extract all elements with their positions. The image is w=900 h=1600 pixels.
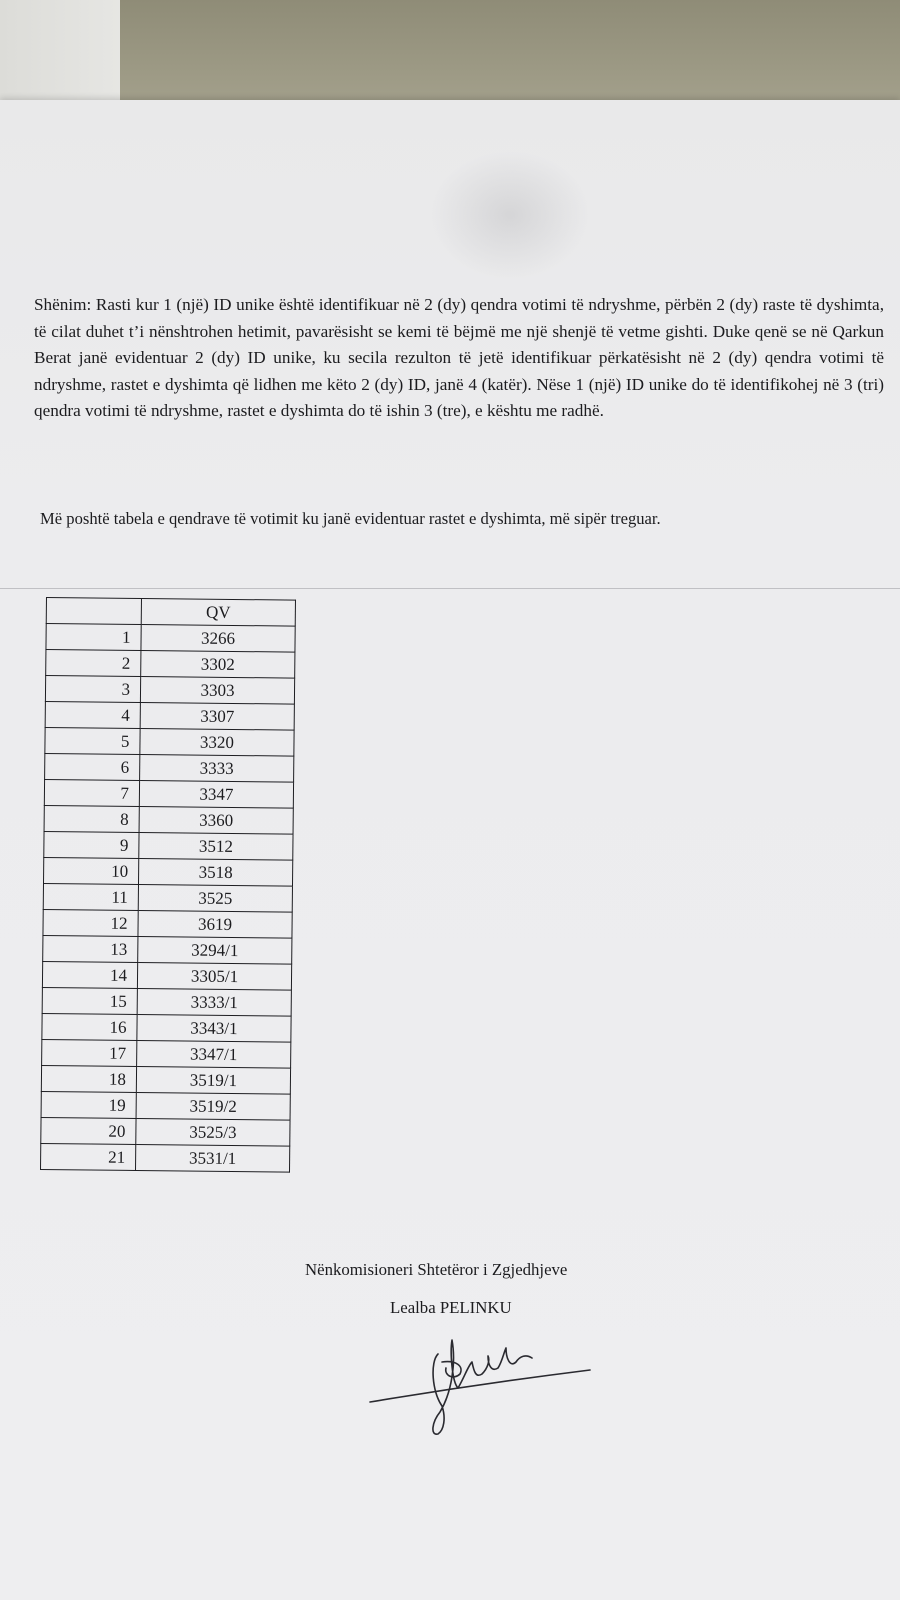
table-row — [45, 753, 294, 782]
row-qv-cell: 3294/1 — [138, 936, 292, 964]
paper-fold-line — [0, 588, 900, 589]
row-index-cell: 2 — [46, 650, 141, 677]
row-qv-cell: 3519/2 — [136, 1092, 290, 1120]
row-index-cell: 4 — [45, 701, 140, 728]
table-row — [42, 961, 291, 990]
row-qv-cell: 3302 — [141, 650, 295, 678]
table-row — [43, 909, 292, 938]
table-row — [45, 727, 294, 756]
row-qv-cell: 3518 — [138, 858, 292, 886]
row-qv-cell: 3619 — [138, 910, 292, 938]
table-row — [46, 624, 295, 653]
table-row — [43, 935, 292, 964]
row-index-cell: 3 — [45, 676, 140, 703]
table-row — [46, 650, 295, 679]
row-index-cell: 12 — [43, 909, 138, 936]
row-index-cell: 8 — [44, 805, 139, 832]
row-qv-cell: 3320 — [140, 728, 294, 756]
row-qv-cell: 3512 — [139, 832, 293, 860]
table-intro-text: Më poshtë tabela e qendrave të votimit ku janë evidentuar rastet e dyshimta, më sipër treguar. — [40, 509, 661, 528]
row-index-cell: 10 — [43, 857, 138, 884]
table-row — [43, 857, 292, 886]
table-row — [42, 1039, 291, 1068]
row-qv-cell: 3333 — [140, 754, 294, 782]
signatory-name: Lealba PELINKU — [390, 1298, 512, 1317]
row-qv-cell: 3343/1 — [137, 1014, 291, 1042]
row-index-cell: 20 — [41, 1117, 136, 1144]
paper-smudge — [430, 150, 590, 280]
signature-stroke-main — [433, 1340, 532, 1434]
table-row — [45, 676, 294, 705]
table-body — [41, 624, 296, 1173]
signatory-title: Nënkomisioneri Shtetëror i Zgjedhjeve — [305, 1260, 568, 1279]
table-row — [41, 1117, 290, 1146]
row-index-cell: 16 — [42, 1013, 137, 1040]
row-qv-cell: 3360 — [139, 806, 293, 834]
row-qv-cell: 3347 — [139, 780, 293, 808]
table-row — [45, 701, 294, 730]
row-index-cell: 19 — [41, 1091, 136, 1118]
row-qv-cell: 3333/1 — [137, 988, 291, 1016]
row-qv-cell: 3347/1 — [137, 1040, 291, 1068]
row-qv-cell: 3303 — [140, 676, 294, 704]
row-index-cell: 13 — [43, 935, 138, 962]
row-index-cell: 18 — [41, 1065, 136, 1092]
table-row — [43, 883, 292, 912]
table-header-row — [46, 598, 295, 627]
row-index-cell: 5 — [45, 727, 140, 754]
row-index-cell: 21 — [41, 1143, 136, 1170]
table-row — [41, 1091, 290, 1120]
row-index-cell: 1 — [46, 624, 141, 651]
header-qv-cell: QV — [141, 599, 295, 627]
note-paragraph: Shënim: Rasti kur 1 (një) ID unike është identifikuar në 2 (dy) qendra votimi të ndryshme, përbën 2 (dy) raste të dyshimta, të cilat duhet t’i nënshtrohen hetimit, pavarësisht se kemi të bëjmë me një shenjë të vetme gishti. Duke qenë se në Qarkun Berat janë evidentuar 2 (dy) ID unike, ku secila rezulton të jetë identifikuar përkatësisht në 2 (dy) qendra votimi të ndryshme, rastet e dyshimta që lidhen me këto 2 (dy) ID, janë 4 (katër). Nëse 1 (një) ID unike do të identifikohej në 3 (tri) qendra votimi të ndryshme, rastet e dyshimta do të ishin 3 (tre), e kështu me radhë. — [34, 295, 884, 420]
table-row — [42, 1013, 291, 1042]
row-index-cell: 14 — [42, 961, 137, 988]
row-qv-cell: 3519/1 — [136, 1066, 290, 1094]
row-qv-cell: 3305/1 — [137, 962, 291, 990]
row-qv-cell: 3266 — [141, 624, 295, 652]
table-row — [42, 987, 291, 1016]
table-row — [41, 1065, 290, 1094]
table-row — [44, 779, 293, 808]
table-row — [44, 805, 293, 834]
row-qv-cell: 3531/1 — [135, 1144, 289, 1172]
row-index-cell: 15 — [42, 987, 137, 1014]
row-qv-cell: 3307 — [140, 702, 294, 730]
header-index-cell — [46, 598, 141, 625]
row-index-cell: 9 — [44, 831, 139, 858]
row-index-cell: 17 — [42, 1039, 137, 1066]
handwritten-signature — [360, 1322, 600, 1442]
table-row — [44, 831, 293, 860]
row-qv-cell: 3525/3 — [136, 1118, 290, 1146]
polling-stations-table — [40, 597, 296, 1173]
row-index-cell: 11 — [43, 883, 138, 910]
row-index-cell: 6 — [45, 753, 140, 780]
row-index-cell: 7 — [44, 779, 139, 806]
table-row — [41, 1143, 290, 1172]
row-qv-cell: 3525 — [138, 884, 292, 912]
